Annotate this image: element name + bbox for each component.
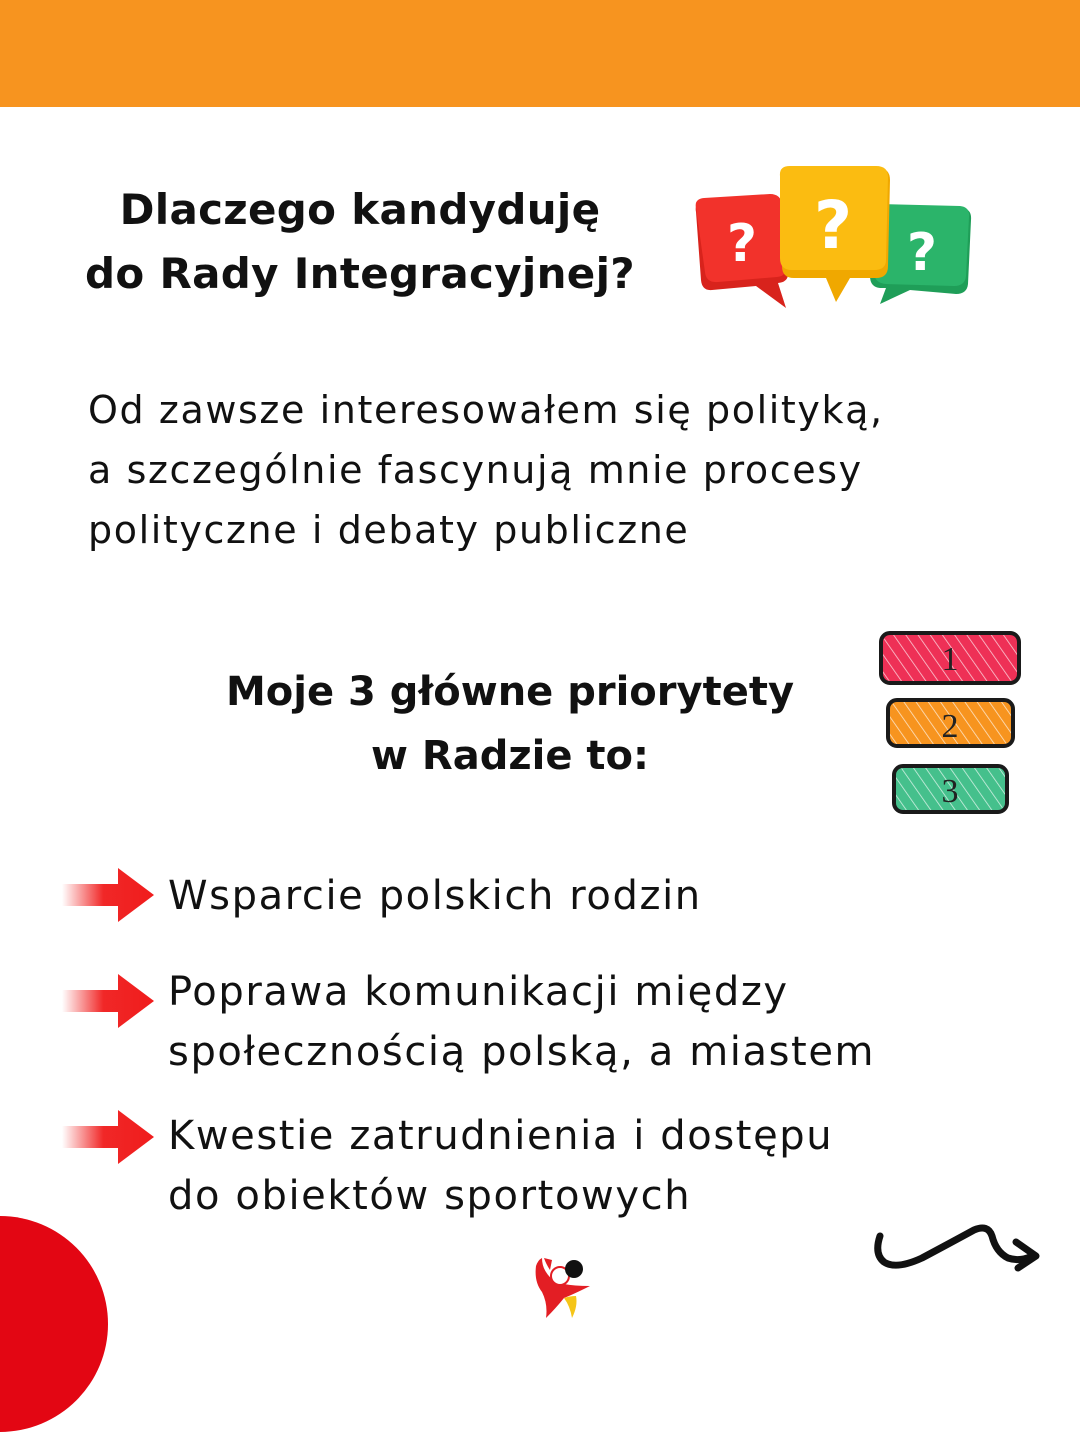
question-speech-bubbles-icon: [690, 166, 975, 314]
priority-text: [168, 962, 1048, 1082]
red-question-bubble: [696, 194, 788, 308]
ranking-badges-icon: [876, 628, 1026, 820]
intro-line-2: a szczególnie fascynują mnie procesy: [88, 448, 863, 492]
priority-2-line-1: Poprawa komunikacji między: [168, 969, 789, 1015]
title-line-2: do Rady Integracyjnej?: [85, 249, 635, 298]
priority-3-line-2: do obiektów sportowych: [168, 1173, 692, 1219]
priorities-heading-line-1: Moje 3 główne priorytety: [225, 669, 795, 715]
svg-text:2: 2: [941, 708, 959, 745]
organization-logo-icon: [530, 1252, 602, 1322]
priority-text: [168, 1106, 1048, 1226]
page-title: [60, 178, 660, 306]
rank-badge-3: [894, 766, 1007, 812]
corner-red-circle: [0, 1216, 108, 1432]
svg-text:?: ?: [726, 214, 758, 274]
priorities-heading: [170, 660, 850, 788]
svg-text:?: ?: [813, 187, 853, 264]
red-arrow-icon: [62, 1110, 156, 1164]
priority-3-line-1: Kwestie zatrudnienia i dostępu: [168, 1113, 834, 1159]
priority-1-line-1: Wsparcie polskich rodzin: [168, 873, 702, 919]
priority-text: [168, 866, 1048, 926]
priority-2-line-2: społecznością polską, a miastem: [168, 1029, 876, 1075]
red-arrow-icon: [62, 974, 156, 1028]
rank-badge-2: [888, 700, 1013, 746]
svg-text:?: ?: [906, 223, 938, 283]
intro-paragraph: [88, 380, 1048, 560]
svg-text:1: 1: [941, 641, 959, 678]
title-line-1: Dlaczego kandyduję: [119, 185, 601, 234]
intro-line-3: polityczne i debaty publiczne: [88, 508, 690, 552]
svg-text:3: 3: [941, 773, 959, 810]
intro-line-1: Od zawsze interesowałem się polityką,: [88, 388, 884, 432]
red-arrow-icon: [62, 868, 156, 922]
priorities-heading-line-2: w Radzie to:: [371, 733, 649, 779]
swipe-next-arrow-icon[interactable]: [870, 1218, 1042, 1278]
rank-badge-1: [881, 633, 1019, 683]
top-orange-bar: [0, 0, 1080, 107]
